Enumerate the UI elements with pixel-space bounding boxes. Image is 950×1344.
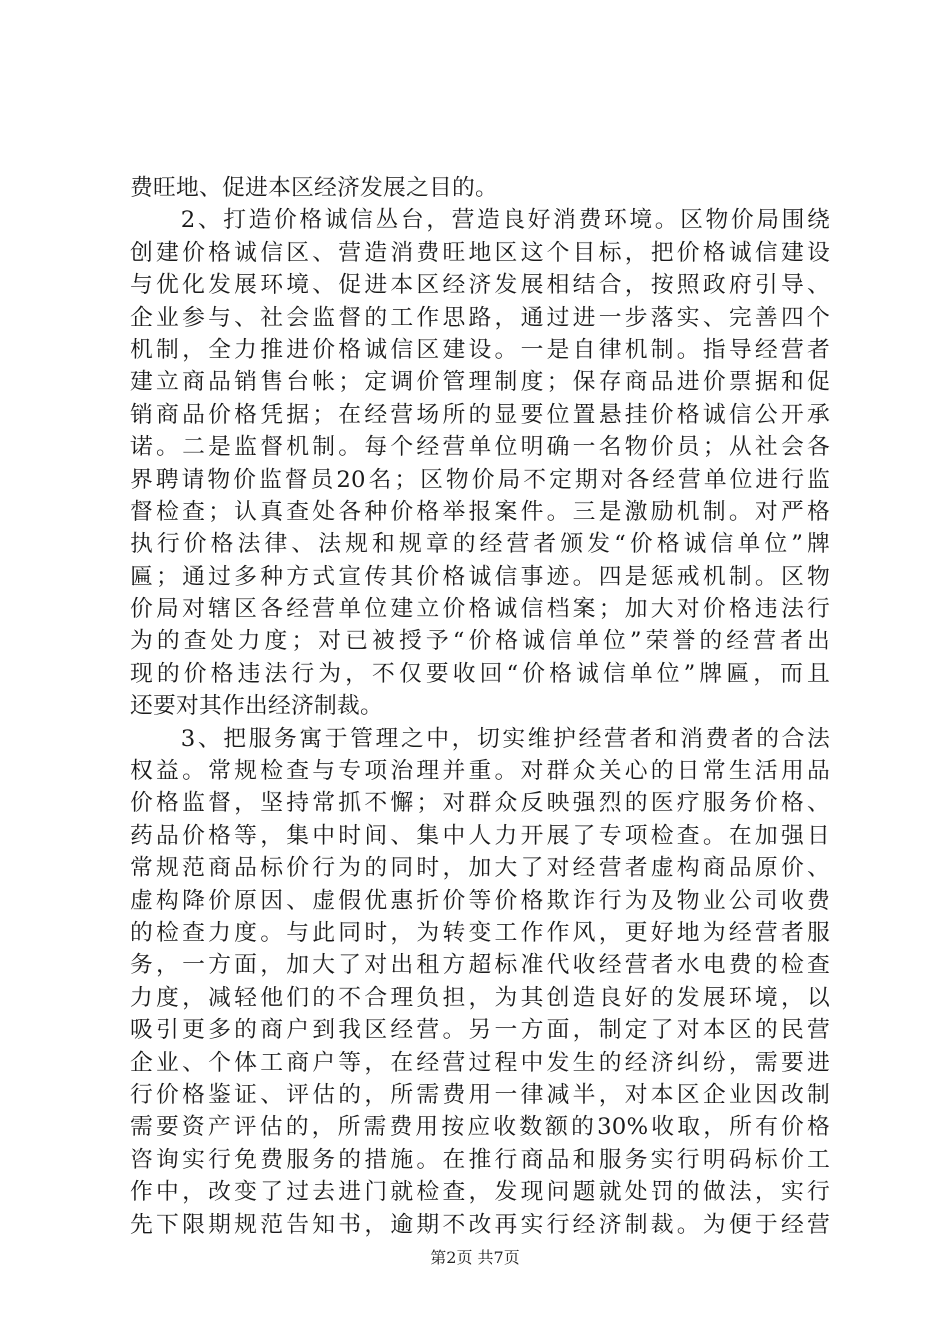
text-line: 匾；通过多种方式宣传其价格诚信事迹。四是惩戒机制。区物 xyxy=(130,563,830,590)
text-line: 企业参与、社会监督的工作思路，通过进一步落实、完善四个 xyxy=(130,304,830,331)
text-line: 药品价格等，集中时间、集中人力开展了专项检查。在加强日 xyxy=(130,822,830,849)
text-line: 费旺地、促进本区经济发展之目的。 xyxy=(130,175,498,201)
page-footer: 第2页 共7页 xyxy=(430,1248,520,1267)
text-line: 常规范商品标价行为的同时，加大了对经营者虚构商品原价、 xyxy=(130,855,830,882)
text-line: 为的查处力度；对已被授予“价格诚信单位”荣誉的经营者出 xyxy=(130,628,830,655)
text-line: 执行价格法律、法规和规章的经营者颁发“价格诚信单位”牌 xyxy=(130,531,830,558)
text-line: 咨询实行免费服务的措施。在推行商品和服务实行明码标价工 xyxy=(130,1146,830,1173)
text-line: 行价格鉴证、评估的，所需费用一律减半，对本区企业因改制 xyxy=(130,1081,830,1108)
text-line: 销商品价格凭据；在经营场所的显要位置悬挂价格诚信公开承 xyxy=(130,401,830,428)
text-line: 督检查；认真查处各种价格举报案件。三是激励机制。对严格 xyxy=(130,498,830,525)
text-line: 与优化发展环境、促进本区经济发展相结合，按照政府引导、 xyxy=(130,272,830,299)
text-line: 虚构降价原因、虚假优惠折价等价格欺诈行为及物业公司收费 xyxy=(130,887,830,914)
text-line: 企业、个体工商户等，在经营过程中发生的经济纠纷，需要进 xyxy=(130,1049,830,1076)
text-line: 权益。常规检查与专项治理并重。对群众关心的日常生活用品 xyxy=(130,758,830,785)
text-line: 务，一方面，加大了对出租方超标准代收经营者水电费的检查 xyxy=(130,952,830,979)
text-line: 现的价格违法行为，不仅要收回“价格诚信单位”牌匾，而且 xyxy=(130,660,830,687)
text-line: 价格监督，坚持常抓不懈；对群众反映强烈的医疗服务价格、 xyxy=(130,790,830,817)
text-line: 作中，改变了过去进门就检查，发现问题就处罚的做法，实行 xyxy=(130,1179,830,1206)
text-line: 机制，全力推进价格诚信区建设。一是自律机制。指导经营者 xyxy=(130,336,830,363)
text-line: 诺。二是监督机制。每个经营单位明确一名物价员；从社会各 xyxy=(130,434,830,461)
text-line: 还要对其作出经济制裁。 xyxy=(130,693,383,720)
text-line: 界聘请物价监督员20名；区物价局不定期对各经营单位进行监 xyxy=(130,466,830,493)
text-line: 创建价格诚信区、营造消费旺地区这个目标，把价格诚信建设 xyxy=(130,239,830,266)
text-line: 价局对辖区各经营单位建立价格诚信档案；加大对价格违法行 xyxy=(130,596,830,623)
body-text xyxy=(130,172,830,1241)
text-line: 建立商品销售台帐；定调价管理制度；保存商品进价票据和促 xyxy=(130,369,830,396)
text-line: 2、打造价格诚信丛台，营造良好消费环境。区物价局围绕 xyxy=(130,207,830,234)
text-line: 的检查力度。与此同时，为转变工作作风，更好地为经营者服 xyxy=(130,919,830,946)
text-line: 力度，减轻他们的不合理负担，为其创造良好的发展环境，以 xyxy=(130,984,830,1011)
text-line: 吸引更多的商户到我区经营。另一方面，制定了对本区的民营 xyxy=(130,1017,830,1044)
text-line: 3、把服务寓于管理之中，切实维护经营者和消费者的合法 xyxy=(130,725,830,752)
text-line: 先下限期规范告知书，逾期不改再实行经济制裁。为便于经营 xyxy=(130,1211,830,1238)
text-line: 需要资产评估的，所需费用按应收数额的30%收取，所有价格 xyxy=(130,1114,830,1141)
